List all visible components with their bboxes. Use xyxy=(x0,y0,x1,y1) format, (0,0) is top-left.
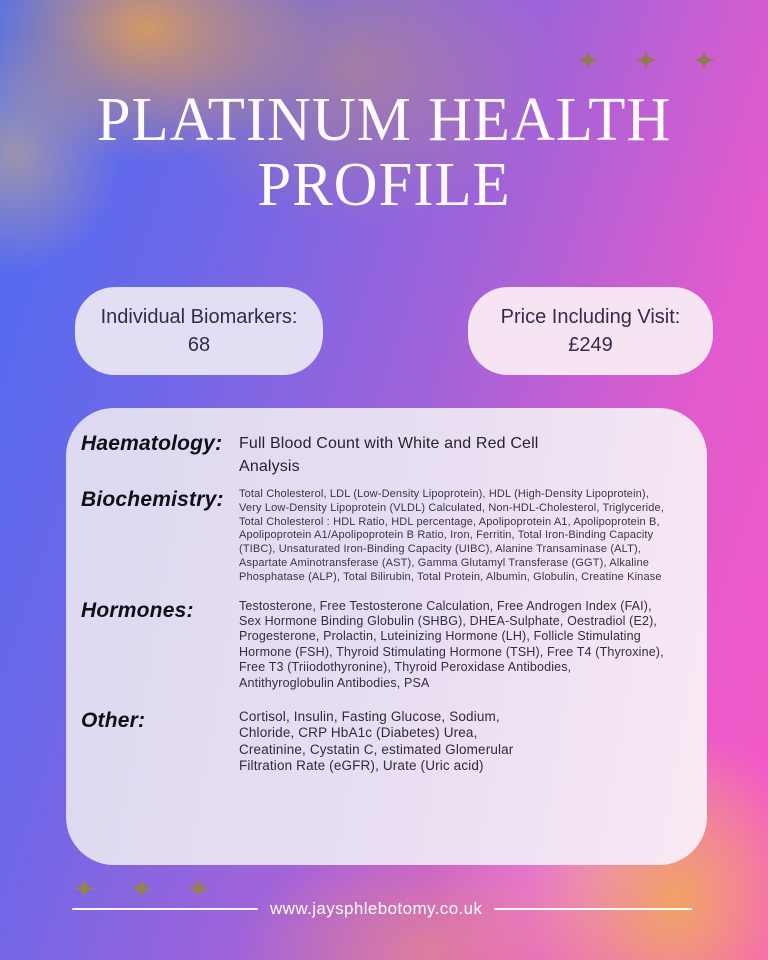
section-haematology xyxy=(66,432,707,478)
page-title-line2: PROFILE xyxy=(257,151,511,219)
biochemistry-text: Total Cholesterol, LDL (Low-Density Lipoprotein), HDL (High-Density Lipoprotein), Very Low-Density Lipoprotein (VLDL) Calculated, Non-HDL-Cholesterol, Triglyceride, Total Cholesterol : HDL Ratio, HDL percentage, Apolipoprotein A1, Apolipoprotein B, Apolipoprotein A1/Apolipoprotein B Ratio, Iron, Ferritin, Total Iron-Binding Capacity (TIBC), Unsaturated Iron-Binding Capacity (UIBC), Alanine Transaminase (ALT), Aspartate Aminotransferase (AST), Gamma Glutamyl Transferase (GGT), Alkaline Phosphatase (ALP), Total Bilirubin, Total Protein, Albumin, Globulin, Creatine Kinase xyxy=(239,488,664,583)
section-hormones xyxy=(66,599,707,691)
sparkle-icon xyxy=(73,877,96,900)
haematology-label: Haematology: xyxy=(81,432,223,455)
sparkle-icon xyxy=(130,877,153,900)
section-biochemistry xyxy=(66,488,707,585)
footer-rule-left xyxy=(72,908,258,910)
price-badge xyxy=(468,287,713,375)
other-label: Other: xyxy=(81,709,146,733)
sparkle-icon xyxy=(187,877,210,900)
biomarkers-badge-label: Individual Biomarkers: xyxy=(100,306,298,328)
page-title xyxy=(8,88,761,218)
other-text: Cortisol, Insulin, Fasting Glucose, Sodium, Chloride, CRP HbA1c (Diabetes) Urea, Creatinine, Cystatin C, estimated Glomerular Filtration Rate (eGFR), Urate (Uric acid) xyxy=(239,709,514,774)
profile-card xyxy=(66,408,707,865)
footer-sparkles xyxy=(73,877,210,900)
price-badge-label: Price Including Visit: xyxy=(500,306,681,328)
hormones-label: Hormones: xyxy=(81,598,194,622)
biochemistry-label: Biochemistry: xyxy=(81,488,224,511)
sparkle-icon xyxy=(577,49,599,71)
sparkle-icon xyxy=(635,49,657,71)
biomarkers-badge xyxy=(75,287,323,375)
section-other xyxy=(66,709,707,775)
haematology-text: Full Blood Count with White and Red Cell Analysis xyxy=(239,435,539,475)
price-badge-value: £249 xyxy=(568,334,613,356)
footer-rule-right xyxy=(494,908,692,910)
page-title-line1: PLATINUM HEALTH xyxy=(96,86,672,154)
footer xyxy=(72,900,692,918)
website-url: www.jaysphlebotomy.co.uk xyxy=(270,899,483,918)
biomarkers-badge-value: 68 xyxy=(187,334,211,356)
hormones-text: Testosterone, Free Testosterone Calculation, Free Androgen Index (FAI), Sex Hormone Binding Globulin (SHBG), DHEA-Sulphate, Oestradiol (E2), Progesterone, Prolactin, Luteinizing Hormone (LH), Follicle Stimulating Hormone (FSH), Thyroid Stimulating Hormone (TSH), Free T4 (Thyroxine), Free T3 (Triiodothyronine), Thyroid Peroxidase Antibodies, Antithyroglobulin Antibodies, PSA xyxy=(239,598,664,690)
top-sparkles xyxy=(577,49,715,71)
sparkle-icon xyxy=(693,49,715,71)
